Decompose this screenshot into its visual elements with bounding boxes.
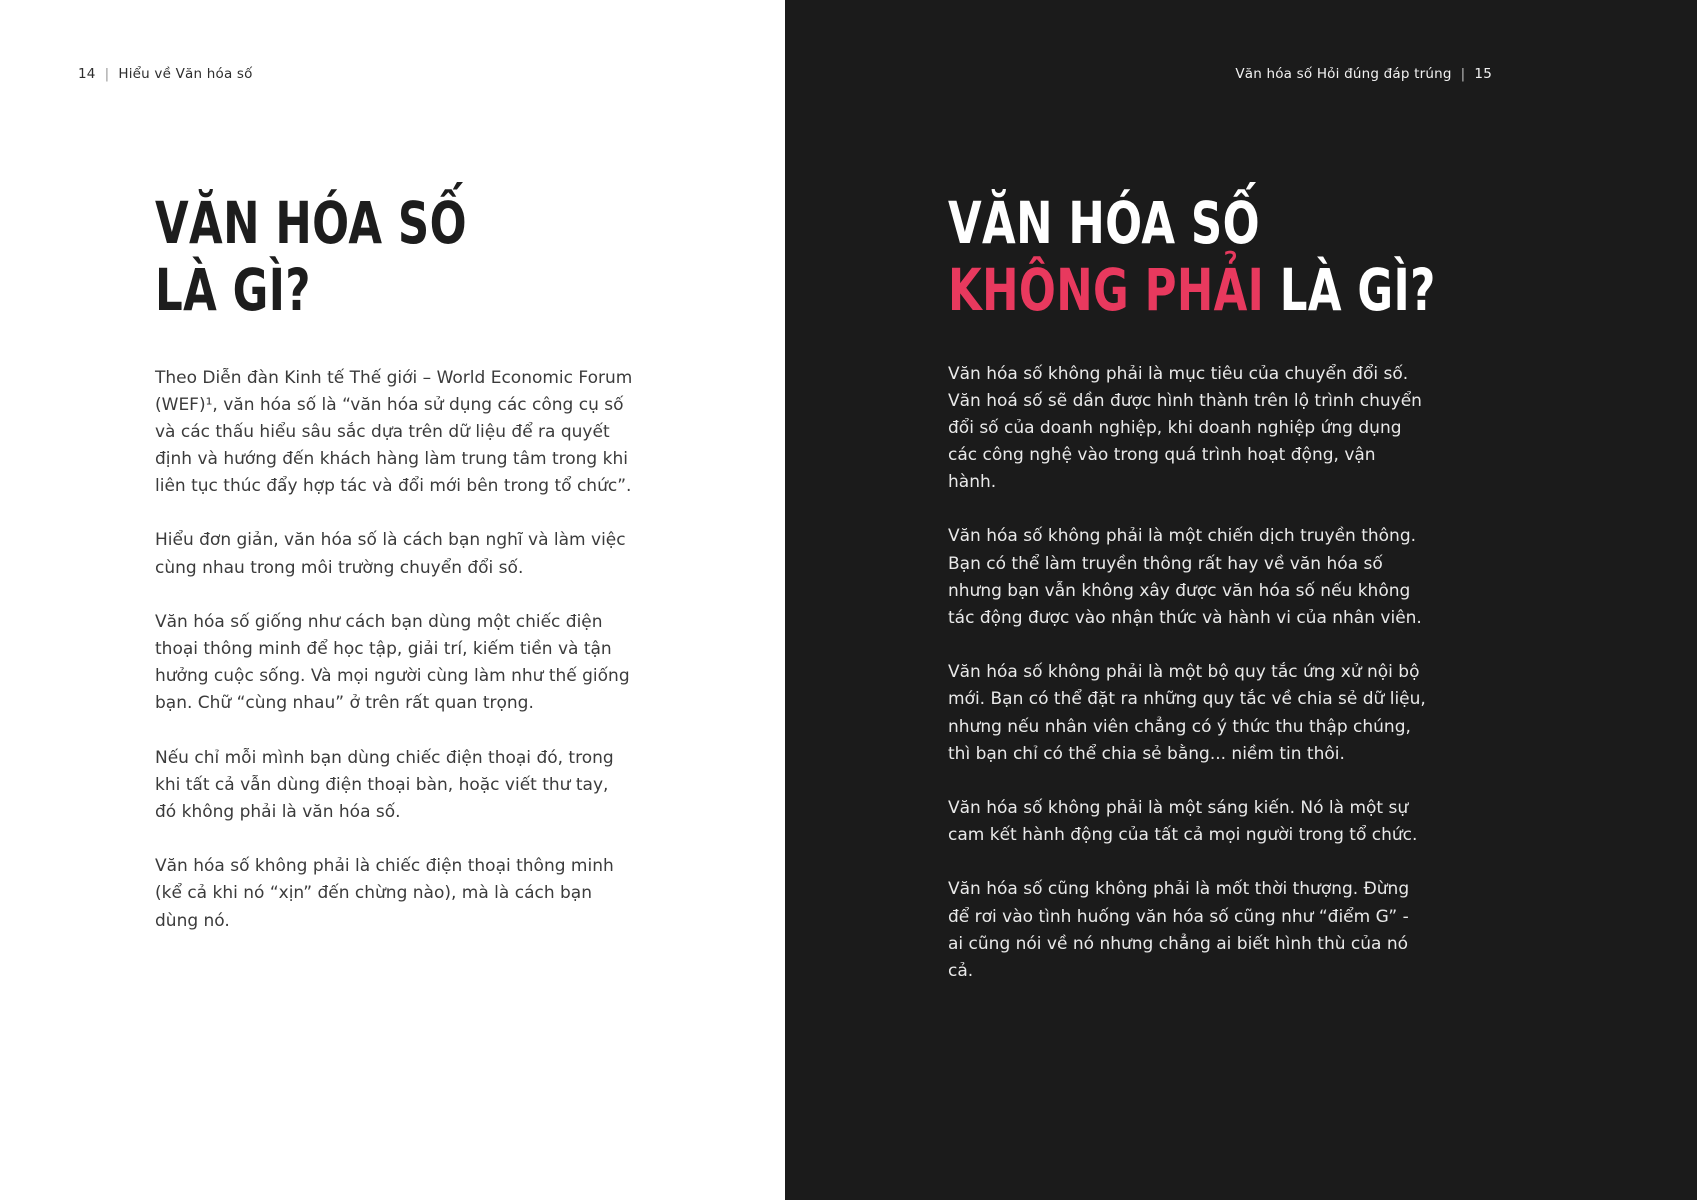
right-header-divider: | — [1460, 66, 1466, 82]
right-page — [785, 0, 1697, 1200]
left-paragraph-5: Văn hóa số không phải là chiếc điện thoại thông minh (kể cả khi nó “xịn” đến chừng nào), mà là cách bạn dùng nó. — [155, 856, 614, 931]
left-running-head — [78, 66, 253, 82]
left-header-divider: | — [104, 66, 110, 82]
right-running-head — [1235, 66, 1492, 82]
left-paragraph-4: Nếu chỉ mỗi mình bạn dùng chiếc điện thoại đó, trong khi tất cả vẫn dùng điện thoại bàn, hoặc viết thư tay, đó không phải là văn hóa số. — [155, 747, 614, 822]
right-title-line1: VĂN HÓA SỐ — [948, 189, 1260, 257]
left-paragraph-3: Văn hóa số giống như cách bạn dùng một chiếc điện thoại thông minh để học tập, giải trí, kiếm tiền và tận hưởng cuộc sống. Và mọi người cùng làm như thế giống bạn. Chữ “cùng nhau” ở trên rất quan trọng. — [155, 611, 630, 714]
left-page-content — [155, 190, 633, 935]
left-title-line2: LÀ GÌ? — [155, 256, 311, 325]
right-paragraph-1: Văn hóa số không phải là mục tiêu của chuyển đổi số. Văn hoá số sẽ dần được hình thành trên lộ trình chuyển đổi số của doanh nghiệp, khi doanh nghiệp ứng dụng các công nghệ vào trong quá trình hoạt động, vận hành. — [948, 363, 1422, 493]
right-page-content — [948, 189, 1436, 985]
right-paragraph-4: Văn hóa số không phải là một sáng kiến. Nó là một sự cam kết hành động của tất cả mọi người trong tổ chức. — [948, 797, 1418, 846]
left-page — [0, 0, 785, 1200]
left-paragraph-2: Hiểu đơn giản, văn hóa số là cách bạn nghĩ và làm việc cùng nhau trong môi trường chuyển đổi số. — [155, 530, 626, 578]
right-page-number: 15 — [1474, 66, 1492, 82]
right-paragraph-3: Văn hóa số không phải là một bộ quy tắc ứng xử nội bộ mới. Bạn có thể đặt ra những quy tắc về chia sẻ dữ liệu, nhưng nếu nhân viên chẳng có ý thức thu thập chúng, thì bạn chỉ có thể chia sẻ bằng... niềm tin thôi. — [948, 662, 1426, 764]
right-paragraph-5: Văn hóa số cũng không phải là mốt thời thượng. Đừng để rơi vào tình huống văn hóa số cũng như “điểm G” - ai cũng nói về nó nhưng chẳng ai biết hình thù của nó cả. — [948, 879, 1410, 981]
right-title-highlight: KHÔNG PHẢI — [948, 256, 1265, 325]
left-paragraph-1: Theo Diễn đàn Kinh tế Thế giới – World Economic Forum (WEF)¹, văn hóa số là “văn hóa sử dụng các công cụ số và các thấu hiểu sâu sắc dựa trên dữ liệu để ra quyết định và hướng đến khách hàng làm trung tâm trong khi liên tục thúc đẩy hợp tác và đổi mới bên trong tổ chức”. — [155, 367, 633, 497]
left-page-number: 14 — [78, 66, 96, 82]
left-running-head-title: Hiểu về Văn hóa số — [118, 66, 253, 82]
left-page-title — [155, 190, 514, 325]
right-page-title — [948, 189, 1436, 325]
right-running-head-title: Văn hóa số Hỏi đúng đáp trúng — [1235, 66, 1452, 82]
right-title-line2-rest: LÀ GÌ? — [1279, 256, 1436, 325]
right-paragraph-2: Văn hóa số không phải là một chiến dịch truyền thông. Bạn có thể làm truyền thông rất hay về văn hóa số nhưng bạn vẫn không xây được văn hóa số nếu không tác động được vào nhận thức và hành vi của nhân viên. — [948, 526, 1422, 629]
left-title-line1: VĂN HÓA SỐ — [155, 189, 467, 257]
